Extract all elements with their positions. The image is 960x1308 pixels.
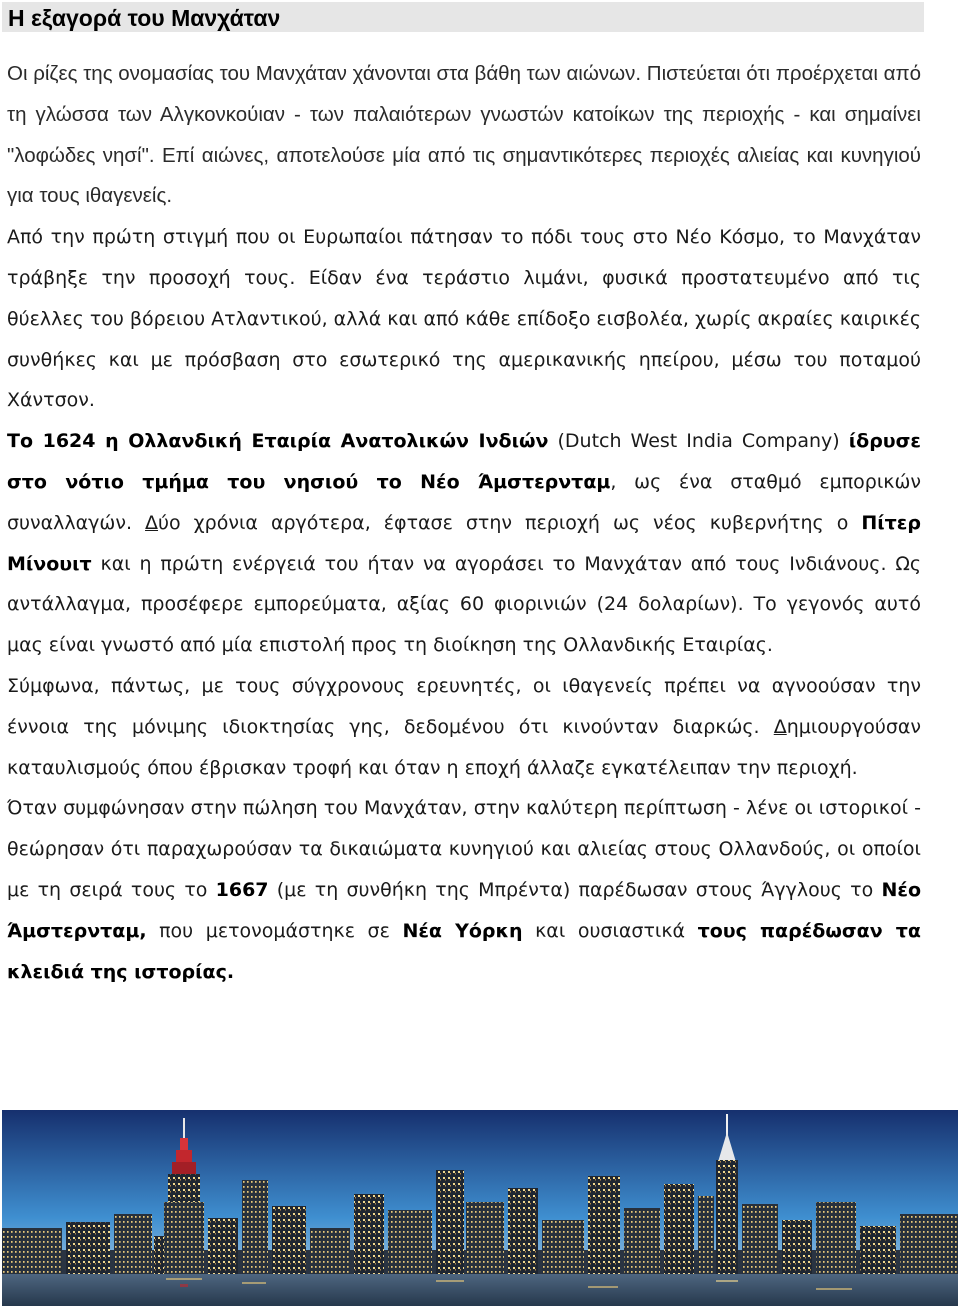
paragraph-land-ownership xyxy=(7,666,921,788)
paragraph-dutch-settlement xyxy=(7,421,921,666)
keys-of-history-bold: τους παρέδωσαν τα κλειδιά της ιστορίας. xyxy=(7,919,921,983)
peter-minuit-bold: Πίτερ Μίνουιτ xyxy=(7,511,921,575)
paragraph-european-interest: Από την πρώτη στιγμή που οι Ευρωπαίοι πάτησαν το πόδι τους στο Νέο Κόσμο, το Μανχάταν τράβηξε την προσοχή τους. Είδαν ένα τεράστιο λιμάνι, φυσικά προστατευμένο από τις θύελλες του βόρειου Ατλαντικού, αλλά και από κάθε επίδοξο εισβολέα, χωρίς ακραίες καιρικές συνθήκες και με πρόσβαση στο εσωτερικό της αμερικανικής ηπείρου, μέσω του ποταμού Χάντσον. xyxy=(7,226,922,412)
skyline-illustration xyxy=(2,1110,958,1306)
river-water xyxy=(2,1274,958,1306)
governor-arrival-text: ύο χρόνια αργότερα, έφτασε στην περιοχή ως νέος κυβερνήτης ο xyxy=(158,511,862,534)
essentially-text: και ουσιαστικά xyxy=(522,919,698,942)
paragraph-name-origin: Οι ρίζες της ονομασίας του Μανχάταν χάνονται στα βάθη των αιώνων. Πιστεύεται ότι προέρχεται από τη γλώσσα των Αλγκονκούιαν - των παλαιότερων γνωστών κατοίκων της περιοχής - και σημαίνει "λοφώδες νησί". Επί αιώνες, αποτελούσε μία από τις σημαντικότερες περιοχές αλιείας και κυνηγιού για τους ιθαγενείς. xyxy=(7,62,921,208)
camps-text: ημιουργούσαν καταυλισμούς όπου έβρισκαν τροφή και όταν η εποχή άλλαζε εγκατέλειπαν την περιοχή. xyxy=(7,715,921,779)
breda-treaty-text: (με τη συνθήκη της Μπρέντα) παρέδωσαν στους Άγγλους το xyxy=(268,878,882,901)
year-1667-bold: 1667 xyxy=(215,878,269,901)
renamed-text: που μετονομάστηκε σε xyxy=(146,919,403,942)
sale-text: Όταν συμφώνησαν στην πώληση του Μανχάταν, στην καλύτερη περίπτωση - λένε οι ιστορικοί - θεώρησαν ότι παραχωρούσαν τα δικαιώματα κυνηγιού και αλιείας στους Ολλανδούς, οι οποίοι με τη σειρά τους το xyxy=(7,797,921,901)
trading-station-text: , ως ένα σταθμό εμπορικών συναλλαγών. xyxy=(7,470,921,534)
article-body xyxy=(7,54,921,992)
new-york-bold: Νέα Υόρκη xyxy=(402,919,523,942)
new-amsterdam-bold: Νέο Άμστερνταμ, xyxy=(7,878,921,942)
company-english-name: (Dutch West India Company) xyxy=(548,430,849,453)
new-amsterdam-founding-bold: ίδρυσε στο νότιο τμήμα του νησιού το Νέο Άμστερνταμ xyxy=(7,430,921,493)
underlined-initial-2: Δ xyxy=(773,715,787,738)
title-bar xyxy=(2,2,924,32)
paragraph-sale-agreement xyxy=(7,788,921,992)
company-founding-bold: Το 1624 η Ολλανδική Εταιρία Ανατολικών Ινδιών xyxy=(7,430,549,453)
researchers-text: Σύμφωνα, πάντως, με τους σύγχρονους ερευνητές, οι ιθαγενείς πρέπει να αγνοούσαν την έννοια της μόνιμης ιδιοκτησίας γης, δεδομένου ότι κινούνταν διαρκώς. xyxy=(7,674,921,738)
purchase-text: και η πρώτη ενέργειά του ήταν να αγοράσει το Μανχάταν από τους Ινδιάνους. Ως αντάλλαγμα, προσέφερε εμπορεύματα, αξίας 60 φιορινιών (24 δολαρίων). Το γεγονός αυτό μας είναι γνωστό από μία επιστολή προς τη διοίκηση της Ολλανδικής Εταιρίας. xyxy=(7,552,921,657)
underlined-initial: Δ xyxy=(145,511,159,534)
manhattan-skyline-image xyxy=(2,1110,958,1306)
page-title: Η εξαγορά του Μανχάταν xyxy=(8,5,281,31)
